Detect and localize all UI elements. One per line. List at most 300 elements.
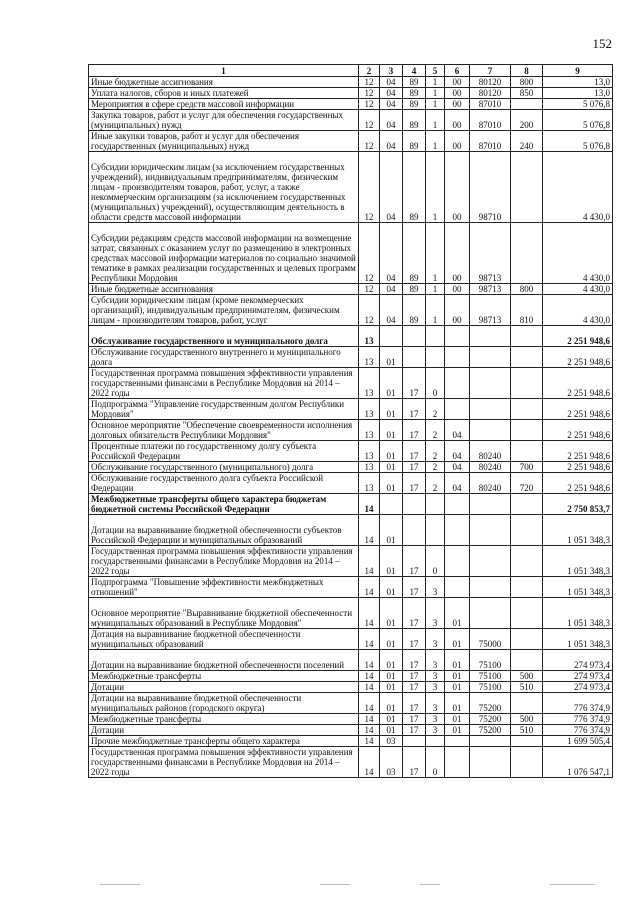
code-expense-type: 800 bbox=[511, 284, 543, 295]
row-amount: 1 051 348,3 bbox=[543, 546, 613, 577]
code-expense-type: 850 bbox=[511, 88, 543, 99]
code-expense-type bbox=[511, 347, 543, 368]
code-event: 00 bbox=[445, 110, 470, 131]
row-name: Дотация на выравнивание бюджетной обеспеченности муниципальных образований bbox=[89, 629, 359, 650]
row-name: Иные бюджетные ассигнования bbox=[89, 77, 359, 88]
column-header-9: 9 bbox=[543, 65, 613, 77]
row-amount: 2 251 948,6 bbox=[543, 368, 613, 399]
code-expense-type bbox=[511, 577, 543, 598]
column-header-6: 6 bbox=[445, 65, 470, 77]
row-name: Обслуживание государственного внутреннего и муниципального долга bbox=[89, 347, 359, 368]
code-expense-type bbox=[511, 223, 543, 284]
code-direction: 75200 bbox=[470, 725, 511, 736]
row-amount: 13,0 bbox=[543, 77, 613, 88]
code-subprogram bbox=[426, 736, 445, 747]
code-subsection: 04 bbox=[380, 88, 403, 99]
table-body bbox=[89, 77, 613, 778]
code-program: 17 bbox=[403, 725, 426, 736]
code-event: 00 bbox=[445, 152, 470, 223]
code-expense-type: 510 bbox=[511, 682, 543, 693]
code-subsection: 01 bbox=[380, 347, 403, 368]
row-name: Подпрограмма "Управление государственным долгом Республики Мордовия" bbox=[89, 399, 359, 420]
code-direction: 87010 bbox=[470, 99, 511, 110]
code-expense-type: 810 bbox=[511, 295, 543, 326]
code-program: 17 bbox=[403, 671, 426, 682]
table-row bbox=[89, 598, 613, 629]
table-row bbox=[89, 88, 613, 99]
code-subprogram: 1 bbox=[426, 152, 445, 223]
table-row bbox=[89, 515, 613, 546]
code-event bbox=[445, 577, 470, 598]
code-section: 14 bbox=[359, 629, 380, 650]
code-expense-type bbox=[511, 441, 543, 462]
code-section: 14 bbox=[359, 598, 380, 629]
row-amount: 2 251 948,6 bbox=[543, 441, 613, 462]
table-row bbox=[89, 399, 613, 420]
code-expense-type bbox=[511, 629, 543, 650]
table-row bbox=[89, 284, 613, 295]
row-amount: 2 251 948,6 bbox=[543, 462, 613, 473]
code-subsection: 01 bbox=[380, 629, 403, 650]
row-name: Субсидии юридическим лицам (кроме некоммерческих организаций), индивидуальным предпринимателям, физическим лицам - производителям товаров, работ, услуг bbox=[89, 295, 359, 326]
code-subsection: 04 bbox=[380, 99, 403, 110]
row-name: Обслуживание государственного и муниципального долга bbox=[89, 326, 359, 347]
code-section: 14 bbox=[359, 671, 380, 682]
code-subprogram: 3 bbox=[426, 577, 445, 598]
code-subsection: 01 bbox=[380, 546, 403, 577]
code-subprogram: 1 bbox=[426, 88, 445, 99]
table-row bbox=[89, 77, 613, 88]
code-subsection: 01 bbox=[380, 714, 403, 725]
table-row bbox=[89, 99, 613, 110]
row-amount: 1 699 505,4 bbox=[543, 736, 613, 747]
row-name: Уплата налогов, сборов и иных платежей bbox=[89, 88, 359, 99]
code-section: 14 bbox=[359, 725, 380, 736]
code-direction: 75000 bbox=[470, 629, 511, 650]
page-number: 152 bbox=[592, 36, 612, 51]
code-section: 14 bbox=[359, 714, 380, 725]
code-direction: 75200 bbox=[470, 693, 511, 714]
code-expense-type: 500 bbox=[511, 714, 543, 725]
row-amount: 776 374,9 bbox=[543, 714, 613, 725]
code-program: 17 bbox=[403, 368, 426, 399]
code-event: 01 bbox=[445, 671, 470, 682]
code-event bbox=[445, 347, 470, 368]
code-subprogram bbox=[426, 347, 445, 368]
code-program: 17 bbox=[403, 441, 426, 462]
code-event: 00 bbox=[445, 131, 470, 152]
row-amount: 4 430,0 bbox=[543, 152, 613, 223]
row-amount: 2 251 948,6 bbox=[543, 399, 613, 420]
code-event bbox=[445, 515, 470, 546]
code-program: 17 bbox=[403, 693, 426, 714]
code-program: 17 bbox=[403, 399, 426, 420]
row-name: Государственная программа повышения эффективности управления государственными финансами в Республике Мордовия на 2014 – 2022 годы bbox=[89, 546, 359, 577]
code-section: 12 bbox=[359, 131, 380, 152]
code-direction bbox=[470, 399, 511, 420]
code-subsection: 04 bbox=[380, 131, 403, 152]
code-subprogram: 3 bbox=[426, 714, 445, 725]
code-section: 14 bbox=[359, 494, 380, 515]
code-direction bbox=[470, 546, 511, 577]
row-amount: 2 251 948,6 bbox=[543, 420, 613, 441]
code-subsection: 01 bbox=[380, 473, 403, 494]
code-expense-type bbox=[511, 99, 543, 110]
code-expense-type bbox=[511, 650, 543, 671]
code-event: 01 bbox=[445, 650, 470, 671]
code-section: 12 bbox=[359, 295, 380, 326]
code-subsection: 03 bbox=[380, 747, 403, 778]
code-event: 04 bbox=[445, 473, 470, 494]
code-subsection: 01 bbox=[380, 462, 403, 473]
code-program: 17 bbox=[403, 473, 426, 494]
code-subprogram: 2 bbox=[426, 473, 445, 494]
code-subsection: 01 bbox=[380, 399, 403, 420]
code-subprogram: 2 bbox=[426, 441, 445, 462]
code-expense-type bbox=[511, 693, 543, 714]
table-row bbox=[89, 577, 613, 598]
code-program bbox=[403, 494, 426, 515]
code-direction: 75200 bbox=[470, 714, 511, 725]
code-section: 14 bbox=[359, 747, 380, 778]
code-program bbox=[403, 736, 426, 747]
table-row bbox=[89, 347, 613, 368]
code-program: 17 bbox=[403, 462, 426, 473]
row-name: Субсидии редакциям средств массовой информации на возмещение затрат, связанных с оказанием услуг по размещению в электронных средствах массовой информации материалов по социально значимой тематике в рамках реализации государственных и целевых программ Республики Мордовия bbox=[89, 223, 359, 284]
code-subprogram: 3 bbox=[426, 598, 445, 629]
code-program bbox=[403, 515, 426, 546]
code-program: 89 bbox=[403, 152, 426, 223]
code-event: 04 bbox=[445, 462, 470, 473]
table-row bbox=[89, 420, 613, 441]
row-name: Дотации на выравнивание бюджетной обеспеченности поселений bbox=[89, 650, 359, 671]
row-name: Основное мероприятие "Обеспечение своевременности исполнения долговых обязательств Республики Мордовия" bbox=[89, 420, 359, 441]
column-header-1: 1 bbox=[89, 65, 359, 77]
row-name: Дотации bbox=[89, 725, 359, 736]
code-subprogram: 1 bbox=[426, 77, 445, 88]
code-expense-type bbox=[511, 736, 543, 747]
code-section: 13 bbox=[359, 347, 380, 368]
code-subprogram: 2 bbox=[426, 420, 445, 441]
code-program: 17 bbox=[403, 714, 426, 725]
column-header-7: 7 bbox=[470, 65, 511, 77]
table-row bbox=[89, 747, 613, 778]
table-row bbox=[89, 368, 613, 399]
row-amount: 2 251 948,6 bbox=[543, 326, 613, 347]
code-subsection: 01 bbox=[380, 682, 403, 693]
row-name: Иные закупки товаров, работ и услуг для обеспечения государственных (муниципальных) нужд bbox=[89, 131, 359, 152]
code-expense-type: 510 bbox=[511, 725, 543, 736]
code-subprogram bbox=[426, 515, 445, 546]
table-row bbox=[89, 650, 613, 671]
row-amount: 2 750 853,7 bbox=[543, 494, 613, 515]
code-program: 17 bbox=[403, 682, 426, 693]
table-row bbox=[89, 131, 613, 152]
row-amount: 274 973,4 bbox=[543, 682, 613, 693]
code-subprogram: 1 bbox=[426, 131, 445, 152]
row-amount: 5 076,8 bbox=[543, 99, 613, 110]
code-expense-type bbox=[511, 515, 543, 546]
code-subsection: 04 bbox=[380, 110, 403, 131]
row-name: Государственная программа повышения эффективности управления государственными финансами в Республике Мордовия на 2014 – 2022 годы bbox=[89, 747, 359, 778]
code-subsection: 01 bbox=[380, 671, 403, 682]
table-row bbox=[89, 326, 613, 347]
code-expense-type bbox=[511, 494, 543, 515]
row-name: Межбюджетные трансферты bbox=[89, 671, 359, 682]
row-amount: 13,0 bbox=[543, 88, 613, 99]
row-amount: 1 051 348,3 bbox=[543, 515, 613, 546]
code-event: 01 bbox=[445, 693, 470, 714]
code-direction bbox=[470, 494, 511, 515]
code-subprogram: 0 bbox=[426, 747, 445, 778]
code-section: 13 bbox=[359, 368, 380, 399]
footer-scan-marks bbox=[90, 880, 610, 890]
code-event: 04 bbox=[445, 441, 470, 462]
code-expense-type bbox=[511, 546, 543, 577]
code-section: 12 bbox=[359, 99, 380, 110]
code-program: 17 bbox=[403, 420, 426, 441]
table-row bbox=[89, 714, 613, 725]
code-section: 14 bbox=[359, 515, 380, 546]
code-subsection: 01 bbox=[380, 693, 403, 714]
code-section: 13 bbox=[359, 420, 380, 441]
table-row bbox=[89, 682, 613, 693]
code-section: 13 bbox=[359, 473, 380, 494]
code-section: 13 bbox=[359, 326, 380, 347]
code-event bbox=[445, 368, 470, 399]
code-event: 00 bbox=[445, 284, 470, 295]
row-name: Обслуживание государственного долга субъекта Российской Федерации bbox=[89, 473, 359, 494]
code-subsection: 01 bbox=[380, 725, 403, 736]
column-header-8: 8 bbox=[511, 65, 543, 77]
code-event bbox=[445, 399, 470, 420]
code-subsection bbox=[380, 326, 403, 347]
code-program: 89 bbox=[403, 77, 426, 88]
code-expense-type bbox=[511, 399, 543, 420]
code-program: 17 bbox=[403, 577, 426, 598]
column-header-5: 5 bbox=[426, 65, 445, 77]
code-subprogram: 0 bbox=[426, 546, 445, 577]
code-expense-type bbox=[511, 420, 543, 441]
code-expense-type bbox=[511, 152, 543, 223]
code-event: 00 bbox=[445, 77, 470, 88]
budget-table bbox=[88, 64, 613, 778]
row-amount: 1 051 348,3 bbox=[543, 598, 613, 629]
code-event bbox=[445, 494, 470, 515]
code-section: 13 bbox=[359, 462, 380, 473]
code-direction bbox=[470, 598, 511, 629]
code-direction: 98713 bbox=[470, 284, 511, 295]
row-amount: 1 051 348,3 bbox=[543, 577, 613, 598]
row-name: Государственная программа повышения эффективности управления государственными финансами в Республике Мордовия на 2014 – 2022 годы bbox=[89, 368, 359, 399]
code-event: 01 bbox=[445, 629, 470, 650]
row-name: Процентные платежи по государственному долгу субъекта Российской Федерации bbox=[89, 441, 359, 462]
code-direction: 80120 bbox=[470, 88, 511, 99]
code-expense-type: 800 bbox=[511, 77, 543, 88]
table-row bbox=[89, 494, 613, 515]
table-row bbox=[89, 473, 613, 494]
code-direction bbox=[470, 747, 511, 778]
code-subprogram bbox=[426, 494, 445, 515]
code-direction: 80240 bbox=[470, 441, 511, 462]
header-row bbox=[89, 65, 613, 77]
code-subsection: 01 bbox=[380, 368, 403, 399]
code-program: 17 bbox=[403, 629, 426, 650]
table-row bbox=[89, 110, 613, 131]
code-expense-type: 200 bbox=[511, 110, 543, 131]
code-program bbox=[403, 347, 426, 368]
row-amount: 4 430,0 bbox=[543, 223, 613, 284]
code-subprogram: 2 bbox=[426, 462, 445, 473]
code-direction: 80240 bbox=[470, 473, 511, 494]
code-section: 12 bbox=[359, 77, 380, 88]
code-direction bbox=[470, 515, 511, 546]
row-name: Прочие межбюджетные трансферты общего характера bbox=[89, 736, 359, 747]
code-direction: 87010 bbox=[470, 110, 511, 131]
table-row bbox=[89, 295, 613, 326]
row-name: Дотации на выравнивание бюджетной обеспеченности субъектов Российской Федерации и муниципальных образований bbox=[89, 515, 359, 546]
table-row bbox=[89, 629, 613, 650]
row-amount: 274 973,4 bbox=[543, 650, 613, 671]
code-direction: 98713 bbox=[470, 223, 511, 284]
code-subsection: 01 bbox=[380, 420, 403, 441]
code-program: 89 bbox=[403, 295, 426, 326]
table-row bbox=[89, 462, 613, 473]
code-section: 14 bbox=[359, 546, 380, 577]
code-program: 17 bbox=[403, 598, 426, 629]
code-subsection: 04 bbox=[380, 152, 403, 223]
code-subprogram: 3 bbox=[426, 671, 445, 682]
code-subsection: 04 bbox=[380, 295, 403, 326]
code-program: 89 bbox=[403, 223, 426, 284]
row-name: Закупка товаров, работ и услуг для обеспечения государственных (муниципальных) нужд bbox=[89, 110, 359, 131]
code-subsection: 04 bbox=[380, 77, 403, 88]
code-subprogram: 0 bbox=[426, 368, 445, 399]
code-direction: 75100 bbox=[470, 682, 511, 693]
row-amount: 1 076 547,1 bbox=[543, 747, 613, 778]
code-subsection: 01 bbox=[380, 650, 403, 671]
code-subsection: 01 bbox=[380, 441, 403, 462]
code-subprogram: 1 bbox=[426, 223, 445, 284]
code-subsection: 04 bbox=[380, 223, 403, 284]
code-event: 00 bbox=[445, 88, 470, 99]
code-subsection: 04 bbox=[380, 284, 403, 295]
code-section: 12 bbox=[359, 223, 380, 284]
code-event: 04 bbox=[445, 420, 470, 441]
code-expense-type bbox=[511, 747, 543, 778]
code-program: 89 bbox=[403, 99, 426, 110]
table-row bbox=[89, 223, 613, 284]
row-amount: 776 374,9 bbox=[543, 725, 613, 736]
row-amount: 4 430,0 bbox=[543, 284, 613, 295]
code-direction bbox=[470, 326, 511, 347]
row-name: Субсидии юридическим лицам (за исключением государственных учреждений), индивидуальным предпринимателям, физическим лицам - производителям товаров, работ, услуг, а также некоммерческим организациям (за исключением государственных (муниципальных) учреждений), осуществляющим деятельность в области средств массовой информации bbox=[89, 152, 359, 223]
code-event bbox=[445, 326, 470, 347]
table-row bbox=[89, 441, 613, 462]
code-direction: 87010 bbox=[470, 131, 511, 152]
code-program: 17 bbox=[403, 650, 426, 671]
code-event bbox=[445, 546, 470, 577]
row-name: Дотации на выравнивание бюджетной обеспеченности муниципальных районов (городского округа) bbox=[89, 693, 359, 714]
code-expense-type: 240 bbox=[511, 131, 543, 152]
row-name: Иные бюджетные ассигнования bbox=[89, 284, 359, 295]
code-subprogram: 3 bbox=[426, 682, 445, 693]
code-program: 89 bbox=[403, 110, 426, 131]
row-amount: 2 251 948,6 bbox=[543, 347, 613, 368]
code-event: 01 bbox=[445, 714, 470, 725]
table-row bbox=[89, 736, 613, 747]
code-section: 14 bbox=[359, 682, 380, 693]
code-event bbox=[445, 747, 470, 778]
code-section: 12 bbox=[359, 284, 380, 295]
code-expense-type bbox=[511, 598, 543, 629]
code-direction: 98713 bbox=[470, 295, 511, 326]
code-section: 14 bbox=[359, 577, 380, 598]
code-subprogram bbox=[426, 326, 445, 347]
code-direction: 98710 bbox=[470, 152, 511, 223]
code-direction: 80120 bbox=[470, 77, 511, 88]
code-event: 01 bbox=[445, 682, 470, 693]
code-event: 01 bbox=[445, 725, 470, 736]
code-subprogram: 3 bbox=[426, 629, 445, 650]
code-subprogram: 1 bbox=[426, 295, 445, 326]
code-section: 14 bbox=[359, 736, 380, 747]
code-expense-type bbox=[511, 326, 543, 347]
code-subsection bbox=[380, 494, 403, 515]
row-amount: 1 051 348,3 bbox=[543, 629, 613, 650]
code-expense-type bbox=[511, 368, 543, 399]
code-event: 00 bbox=[445, 295, 470, 326]
column-header-3: 3 bbox=[380, 65, 403, 77]
row-amount: 2 251 948,6 bbox=[543, 473, 613, 494]
code-program: 89 bbox=[403, 131, 426, 152]
code-subsection: 03 bbox=[380, 736, 403, 747]
code-subprogram: 1 bbox=[426, 110, 445, 131]
row-amount: 5 076,8 bbox=[543, 110, 613, 131]
code-subsection: 01 bbox=[380, 577, 403, 598]
code-expense-type: 720 bbox=[511, 473, 543, 494]
code-direction bbox=[470, 368, 511, 399]
row-amount: 274 973,4 bbox=[543, 671, 613, 682]
code-section: 14 bbox=[359, 650, 380, 671]
code-direction bbox=[470, 420, 511, 441]
code-program: 89 bbox=[403, 88, 426, 99]
row-name: Подпрограмма "Повышение эффективности межбюджетных отношений" bbox=[89, 577, 359, 598]
row-name: Дотации bbox=[89, 682, 359, 693]
code-subprogram: 3 bbox=[426, 650, 445, 671]
code-section: 13 bbox=[359, 441, 380, 462]
row-amount: 4 430,0 bbox=[543, 295, 613, 326]
code-subprogram: 3 bbox=[426, 693, 445, 714]
row-amount: 5 076,8 bbox=[543, 131, 613, 152]
code-subsection: 01 bbox=[380, 598, 403, 629]
code-subsection: 01 bbox=[380, 515, 403, 546]
table-row bbox=[89, 725, 613, 736]
row-name: Межбюджетные трансферты общего характера бюджетам бюджетной системы Российской Федерации bbox=[89, 494, 359, 515]
code-subprogram: 3 bbox=[426, 725, 445, 736]
row-name: Основное мероприятие "Выравнивание бюджетной обеспеченности муниципальных образований в Республике Мордовия" bbox=[89, 598, 359, 629]
code-section: 14 bbox=[359, 693, 380, 714]
code-expense-type: 700 bbox=[511, 462, 543, 473]
code-subprogram: 1 bbox=[426, 99, 445, 110]
code-expense-type: 500 bbox=[511, 671, 543, 682]
table-row bbox=[89, 693, 613, 714]
code-section: 12 bbox=[359, 152, 380, 223]
column-header-4: 4 bbox=[403, 65, 426, 77]
code-program: 17 bbox=[403, 747, 426, 778]
code-program: 17 bbox=[403, 546, 426, 577]
code-event bbox=[445, 736, 470, 747]
